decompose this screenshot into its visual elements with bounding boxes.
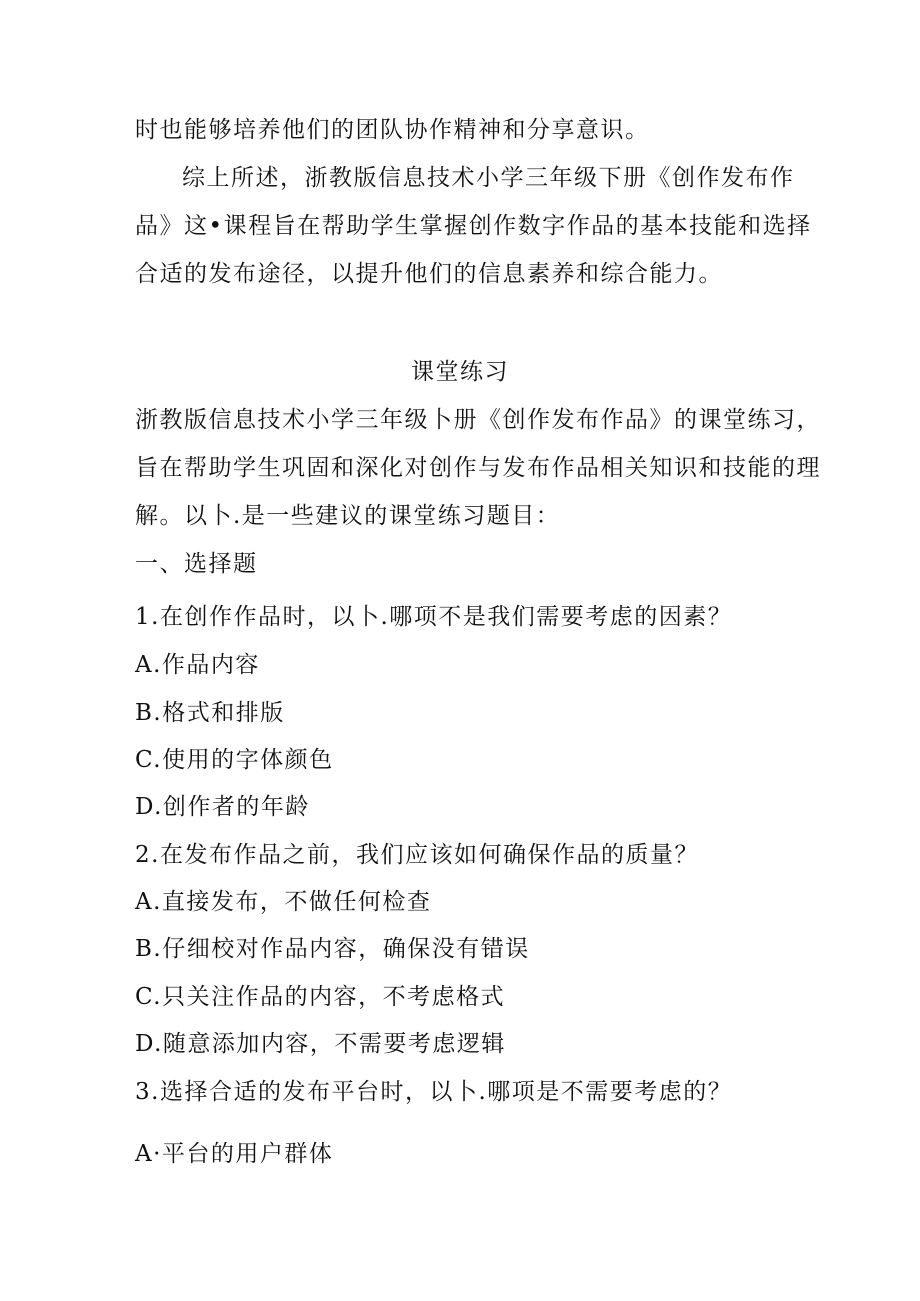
paragraph-line: 时也能够培养他们的团队协作精神和分享意识。: [135, 117, 650, 143]
question-option: D.随意添加内容，不需要考虑逻辑: [135, 1031, 506, 1057]
summary-line: 合适的发布途径，以提升他们的信息素养和综合能力。: [135, 261, 723, 287]
question-option: C.使用的字体颜色: [135, 747, 334, 773]
question-option: A·平台的用户群体: [135, 1141, 334, 1167]
summary-line: 品》这•课程旨在帮助学生掌握创作数字作品的基本技能和选择: [135, 213, 812, 239]
section-title: 课堂练习: [411, 359, 509, 385]
question-option: B.格式和排版: [135, 700, 285, 726]
question-option: C.只关注作品的内容，不考虑格式: [135, 984, 506, 1010]
question-option: A.直接发布，不做任何检查: [135, 889, 432, 915]
question-stem: 3.选择合适的发布平台时，以卜.哪项是不需要考虑的？: [135, 1079, 733, 1105]
question-option: B.仔细校对作品内容，确保没有错误: [135, 936, 530, 962]
part-heading: 一、选择题: [135, 551, 258, 577]
intro-line: 浙教版信息技术小学三年级卜册《创作发布作品》的课堂练习，: [135, 407, 821, 433]
intro-line: 旨在帮助学生巩固和深化对创作与发布作品相关知识和技能的理: [135, 455, 821, 481]
summary-line: 综上所述，浙教版信息技术小学三年级下册《创作发布作: [182, 165, 795, 191]
question-stem: 1.在创作作品时，以卜.哪项不是我们需要考虑的因素？: [135, 604, 733, 630]
question-option: A.作品内容: [135, 652, 260, 678]
question-option: D.创作者的年龄: [135, 794, 310, 820]
question-stem: 2.在发布作品之前，我们应该如何确保作品的质量？: [135, 842, 699, 868]
intro-line: 解。以卜.是一些建议的课堂练习题目：: [135, 503, 561, 529]
